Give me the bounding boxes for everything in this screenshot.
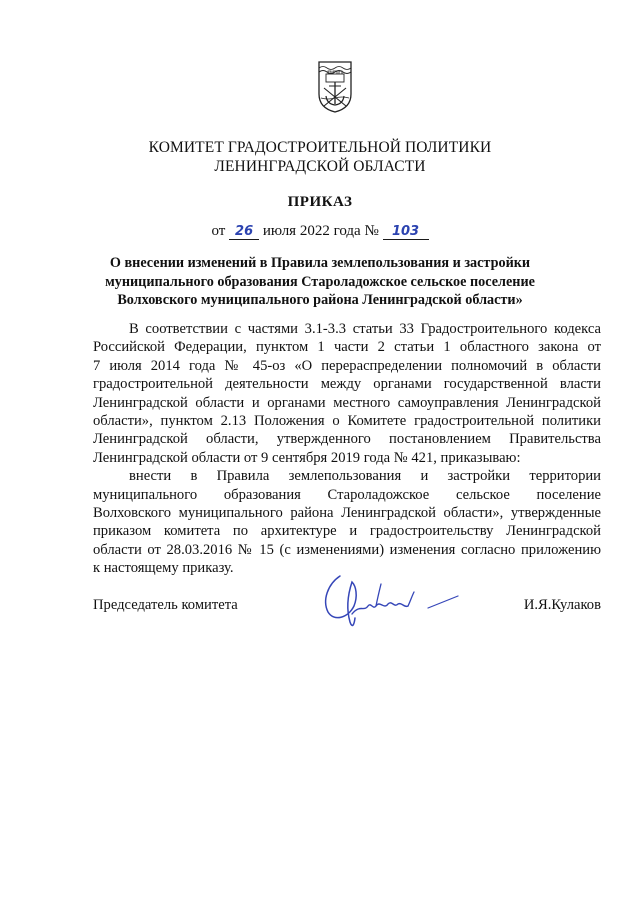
preamble-line: Ленинградской области от 9 сентября 2019 года № 421, приказываю: [93,449,521,466]
signatory-name: И.Я.Кулаков [523,597,601,613]
preamble-line: Ленинградской области и органами местного самоуправления Ленинградской [93,394,601,411]
committee-line-1: КОМИТЕТ ГРАДОСТРОИТЕЛЬНОЙ ПОЛИТИКИ [148,139,492,156]
operative-line: внести в Правила землепользования и застройки территории [129,468,601,485]
operative-line: области от 28.03.2016 № 15 (с изменениями) изменения согласно приложению [93,541,601,558]
title-line-1: О внесении изменений в Правила землепользования и застройки [109,255,531,271]
order-title [0,254,640,310]
date-middle: июля 2022 года № [262,223,379,239]
preamble-line: 7 июля 2014 года № 45-оз «О перераспределении полномочий в области [93,357,601,374]
operative-paragraph [93,467,601,577]
title-line-2: муниципального образования Староладожское сельское поселение [105,273,535,290]
committee-name [0,138,640,176]
order-body [93,320,601,578]
coat-of-arms-icon [316,60,354,114]
document-type: ПРИКАЗ [287,194,353,210]
operative-line: Волховского муниципального района Ленинградской области», утвержденные [93,505,601,522]
operative-line: муниципального образования Староладожское сельское поселение [93,486,601,503]
signatory-position: Председатель комитета [93,597,238,613]
handwritten-order-number: 103 [383,225,429,240]
preamble-paragraph [93,320,601,467]
handwritten-day: 26 [229,225,259,240]
operative-line: приказом комитета по архитектуре и градостроительству Ленинградской [93,523,601,540]
committee-line-2: ЛЕНИНГРАДСКОЙ ОБЛАСТИ [214,158,426,175]
order-date-line [0,223,640,240]
date-prefix: от [211,223,226,239]
preamble-line: В соответствии с частями 3.1-3.3 статьи 33 Градостроительного кодекса [129,321,601,337]
preamble-line: Ленинградской области, утвержденного постановлением Правительства [93,431,601,448]
preamble-line: Российской Федерации, пунктом 1 части 2 статьи 1 областного закона от [93,339,601,356]
preamble-line: градостроительной деятельности между органами государственной власти [93,376,601,393]
operative-line: к настоящему приказу. [93,560,234,577]
signature-block [93,597,601,619]
preamble-line: области», пунктом 2.13 Положения о Комитете градостроительной политики [93,413,601,430]
title-line-3: Волховского муниципального района Ленинградской области» [117,292,523,308]
